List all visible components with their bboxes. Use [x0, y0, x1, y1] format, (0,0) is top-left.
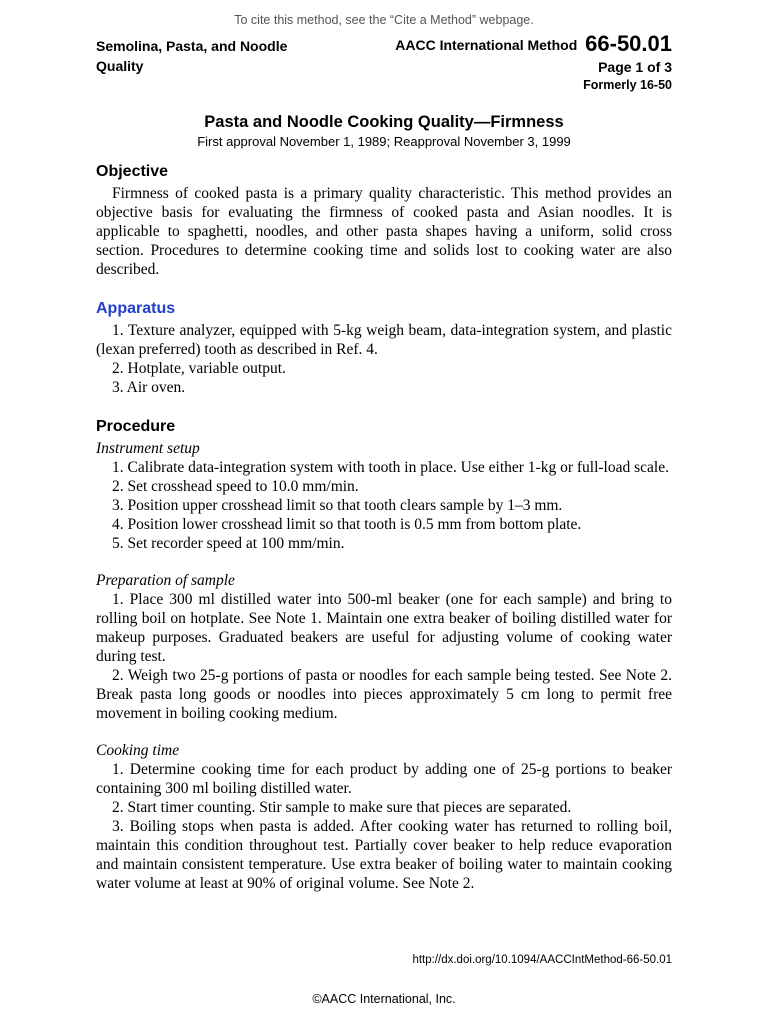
- instrument-setup-item: 1. Calibrate data-integration system with tooth in place. Use either 1-kg or full-load scale.: [112, 459, 669, 476]
- document-title: Pasta and Noodle Cooking Quality—Firmness: [204, 113, 564, 131]
- instrument-setup-subheading: Instrument setup: [96, 440, 200, 457]
- document-body: [96, 160, 672, 893]
- apparatus-item: 3. Air oven.: [112, 379, 186, 396]
- cooking-time-item: 2. Start timer counting. Stir sample to make sure that pieces are separated.: [112, 799, 572, 816]
- cooking-time-subheading: Cooking time: [96, 742, 180, 759]
- method-label: AACC International Method: [395, 37, 578, 53]
- instrument-setup-item: 2. Set crosshead speed to 10.0 mm/min.: [112, 478, 359, 495]
- instrument-setup-item: 4. Position lower crosshead limit so that tooth is 0.5 mm from bottom plate.: [112, 516, 582, 533]
- doi-link[interactable]: http://dx.doi.org/10.1094/AACCIntMethod-66-50.01: [412, 954, 672, 966]
- sample-prep-item: 2. Weigh two 25-g portions of pasta or noodles for each sample being tested. See Note 2. Break pasta long goods or noodles into pieces approximately 5 cm long to permit free movement in boiling cooking medium.: [96, 667, 672, 722]
- formerly-number: Formerly 16-50: [583, 78, 672, 92]
- copyright-notice: ©AACC International, Inc.: [312, 992, 456, 1006]
- method-number: 66-50.01: [585, 31, 672, 56]
- cooking-time-item: 3. Boiling stops when pasta is added. After cooking water has returned to rolling boil, maintain this condition throughout test. Partially cover beaker to help reduce evaporation and maintain consistent temperature. Use extra beaker of boiling water to maintain cooking water volume at least at 90% of original volume. See Note 2.: [96, 818, 672, 892]
- objective-text: Firmness of cooked pasta is a primary quality characteristic. This method provides an objective basis for evaluating the firmness of cooked pasta and Asian noodles. It is applicable to spaghetti, noodles, and other pasta shapes having a uniform, solid cross section. Procedures to determine cooking time and solids lost to cooking water are also described.: [96, 185, 672, 278]
- page-indicator: Page 1 of 3: [598, 59, 672, 75]
- cooking-time-item: 1. Determine cooking time for each product by adding one of 25-g portions to beaker containing 300 ml boiling distilled water.: [96, 761, 672, 797]
- approval-dates: First approval November 1, 1989; Reapproval November 3, 1999: [197, 134, 571, 149]
- apparatus-heading[interactable]: Apparatus: [96, 300, 176, 317]
- method-category: Semolina, Pasta, and Noodle Quality: [96, 38, 288, 74]
- apparatus-item: 2. Hotplate, variable output.: [112, 360, 286, 377]
- sample-prep-subheading: Preparation of sample: [96, 572, 235, 589]
- sample-prep-item: 1. Place 300 ml distilled water into 500-ml beaker (one for each sample) and bring to rolling boil on hotplate. See Note 1. Maintain one extra beaker of boiling distilled water for makeup purposes. Graduated beakers are useful for adjusting volume of cooking water during test.: [96, 591, 672, 665]
- cite-note[interactable]: To cite this method, see the “Cite a Method” webpage.: [234, 13, 534, 27]
- apparatus-item: 1. Texture analyzer, equipped with 5-kg weigh beam, data-integration system, and plastic (lexan preferred) tooth as described in Ref. 4.: [96, 322, 672, 358]
- procedure-heading: Procedure: [96, 418, 176, 435]
- objective-heading: Objective: [96, 163, 169, 180]
- instrument-setup-item: 5. Set recorder speed at 100 mm/min.: [112, 535, 345, 552]
- method-header: [395, 30, 672, 94]
- instrument-setup-item: 3. Position upper crosshead limit so that tooth clears sample by 1–3 mm.: [112, 497, 563, 514]
